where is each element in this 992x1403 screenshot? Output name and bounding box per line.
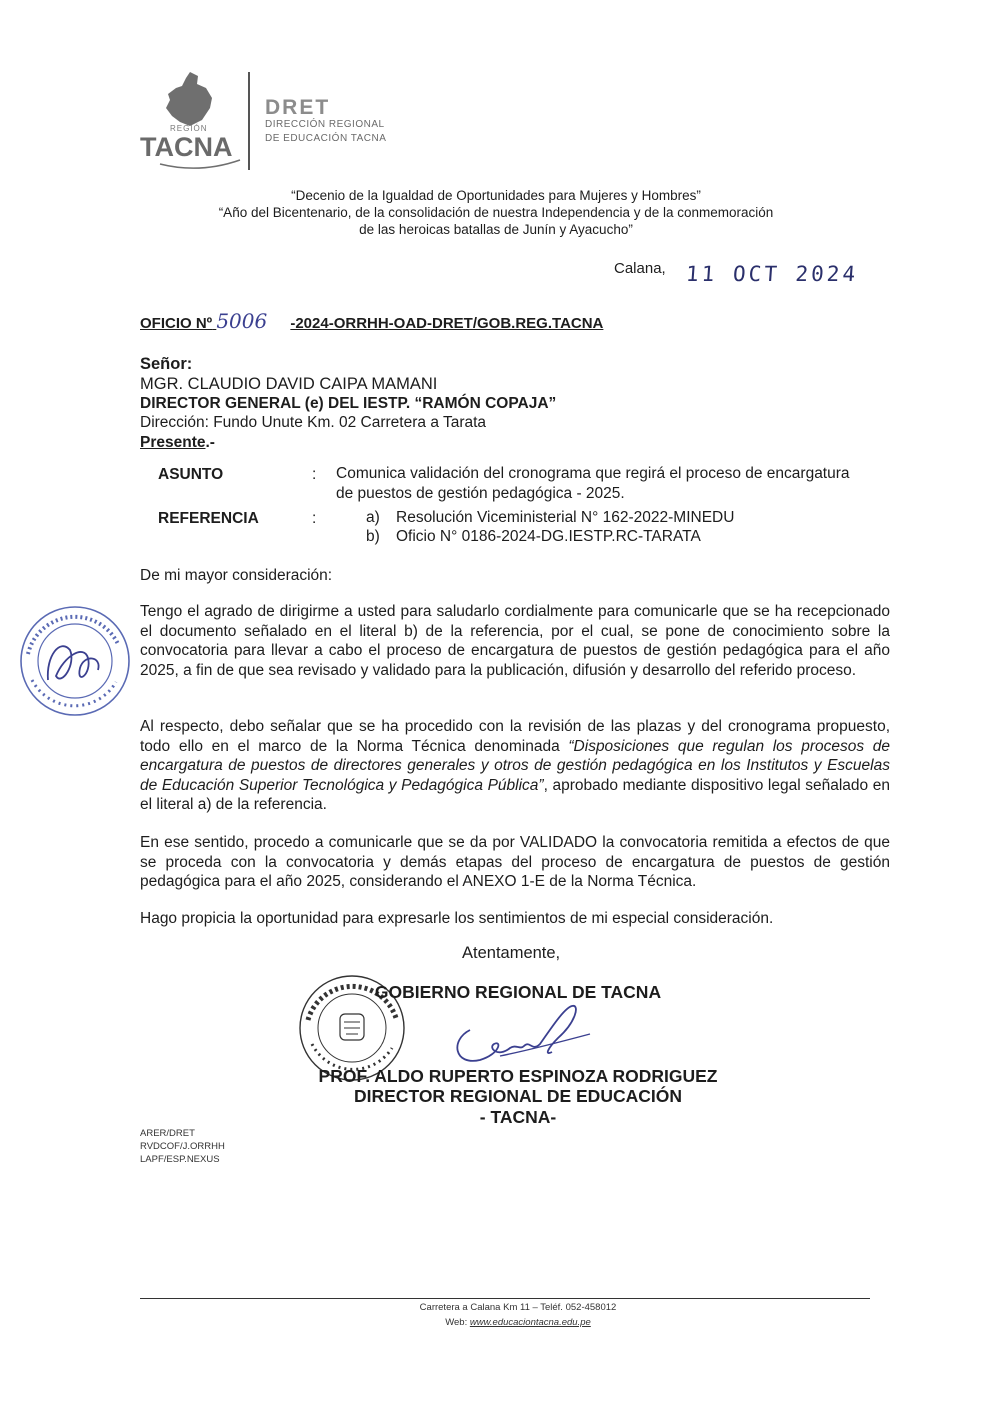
initials-line: ARER/DRET: [140, 1128, 195, 1139]
paragraph-4: Hago propicia la oportunidad para expresarle los sentimientos de mi especial consideración.: [140, 910, 774, 927]
slogan-line: de las heroicas batallas de Junín y Ayacucho”: [359, 222, 633, 237]
referencia-item: Resolución Viceministerial N° 162-2022-MINEDU: [396, 509, 735, 526]
signatory-name: PROF. ALDO RUPERTO ESPINOZA RODRIGUEZ: [318, 1066, 718, 1086]
norma-tecnica-title: “Disposiciones que regulan los procesos de encargatura de puestos de directores generales y otros de gestión pedagógica en los Institutos y Escuelas de Educación Superior Tecnológica y Pedagógica Pública”: [140, 737, 890, 794]
greeting: De mi mayor consideración:: [140, 567, 333, 584]
signature-icon: [440, 1000, 600, 1070]
referencia-item: Oficio N° 0186-2024-DG.IESTP.RC-TARATA: [396, 528, 701, 545]
asunto-colon: :: [312, 466, 317, 483]
oficio-suffix: -2024-ORRHH-OAD-DRET/GOB.REG.TACNA: [290, 315, 604, 332]
date-city: Calana,: [614, 260, 666, 277]
hr-office-seal: [18, 604, 132, 718]
slogan-line: “Decenio de la Igualdad de Oportunidades para Mujeres y Hombres”: [291, 188, 701, 203]
referencia-colon: :: [312, 510, 317, 527]
oficio-number: 5006: [216, 309, 268, 333]
paragraph-2-end: , aprobado mediante dispositivo legal señalado en el literal a) de la referencia.: [140, 776, 891, 813]
initials-line: RVDCOF/J.ORRHH: [140, 1141, 225, 1152]
recipient-title: DIRECTOR GENERAL (e) DEL IESTP. “RAMÓN COPAJA”: [140, 395, 557, 412]
paragraph-3: En ese sentido, procedo a comunicarle que se da por VALIDADO la convocatoria remitida a efectos de que se proceda con la convocatoria y demás etapas del proceso de encargatura de puestos de gestión pedagógica para el año 2025, considerando el ANEXO 1-E de la Norma Técnica.: [140, 834, 890, 890]
handwritten-signature: [440, 1000, 600, 1070]
asunto-line: Comunica validación del cronograma que regirá el proceso de encargatura: [336, 465, 850, 482]
footer-web-link[interactable]: www.educaciontacna.edu.pe: [469, 1317, 591, 1328]
presente-suffix: .-: [205, 434, 215, 451]
referencia-label: REFERENCIA: [158, 510, 259, 527]
logo-divider: [248, 72, 250, 170]
footer-web: [0, 1317, 992, 1328]
salutation: Señor:: [140, 355, 193, 373]
referencia-marker: a): [366, 509, 380, 526]
signature-org: GOBIERNO REGIONAL DE TACNA: [374, 982, 662, 1002]
oficio-prefix: OFICIO Nº: [140, 315, 213, 332]
signatory-position: DIRECTOR REGIONAL DE EDUCACIÓN: [354, 1086, 682, 1106]
signatory-location: - TACNA-: [479, 1107, 557, 1127]
oficio-reference: [140, 309, 603, 333]
closing: Atentamente,: [462, 944, 561, 962]
date-stamp: 11 OCT 2024: [685, 262, 859, 286]
paragraph-1: Tengo el agrado de dirigirme a usted para saludarlo cordialmente para comunicarle que se ha recepcionado el documento señalado en el literal b) de la referencia, por el cual, se pone de conocimiento sobre la convocatoria para llevar a cabo el proceso de encargatura de puestos de gestión pedagógica para el año 2025, a fin de que sea revisado y validado para la publicación, difusión y desarrollo del referido proceso.: [140, 603, 890, 679]
recipient-name: MGR. CLAUDIO DAVID CAIPA MAMANI: [140, 375, 438, 393]
slogan-line: “Año del Bicentenario, de la consolidación de nuestra Independencia y de la conmemoración: [218, 205, 774, 220]
asunto-line: de puestos de gestión pedagógica - 2025.: [336, 485, 625, 502]
asunto-label: ASUNTO: [158, 466, 224, 483]
footer-web-label: Web:: [445, 1317, 470, 1328]
region-label: REGIÓN: [170, 124, 208, 133]
referencia-marker: b): [366, 528, 380, 545]
paragraph-2: [140, 717, 890, 815]
presente-word: Presente: [140, 434, 206, 451]
footer-divider: [140, 1298, 870, 1299]
footer-address: Carretera a Calana Km 11 – Teléf. 052-458012: [419, 1302, 617, 1313]
recipient-address: Dirección: Fundo Unute Km. 02 Carretera a Tarata: [140, 414, 487, 431]
org-name-line1: DIRECCIÓN REGIONAL: [265, 119, 385, 130]
initials-line: LAPF/ESP.NEXUS: [140, 1154, 220, 1165]
org-name-line2: DE EDUCACIÓN TACNA: [265, 133, 387, 144]
org-acronym: DRET: [265, 96, 331, 119]
region-name: TACNA: [140, 132, 233, 162]
region-tacna-logo: [140, 68, 255, 173]
seal-stamp-icon: [18, 604, 132, 718]
presente: [140, 434, 215, 452]
paragraph-2-start: Al respecto, debo señalar que se ha procedido con la revisión de las plazas y del cronograma propuesto, todo ello en el marco de la Norma Técnica denominada: [140, 718, 890, 755]
